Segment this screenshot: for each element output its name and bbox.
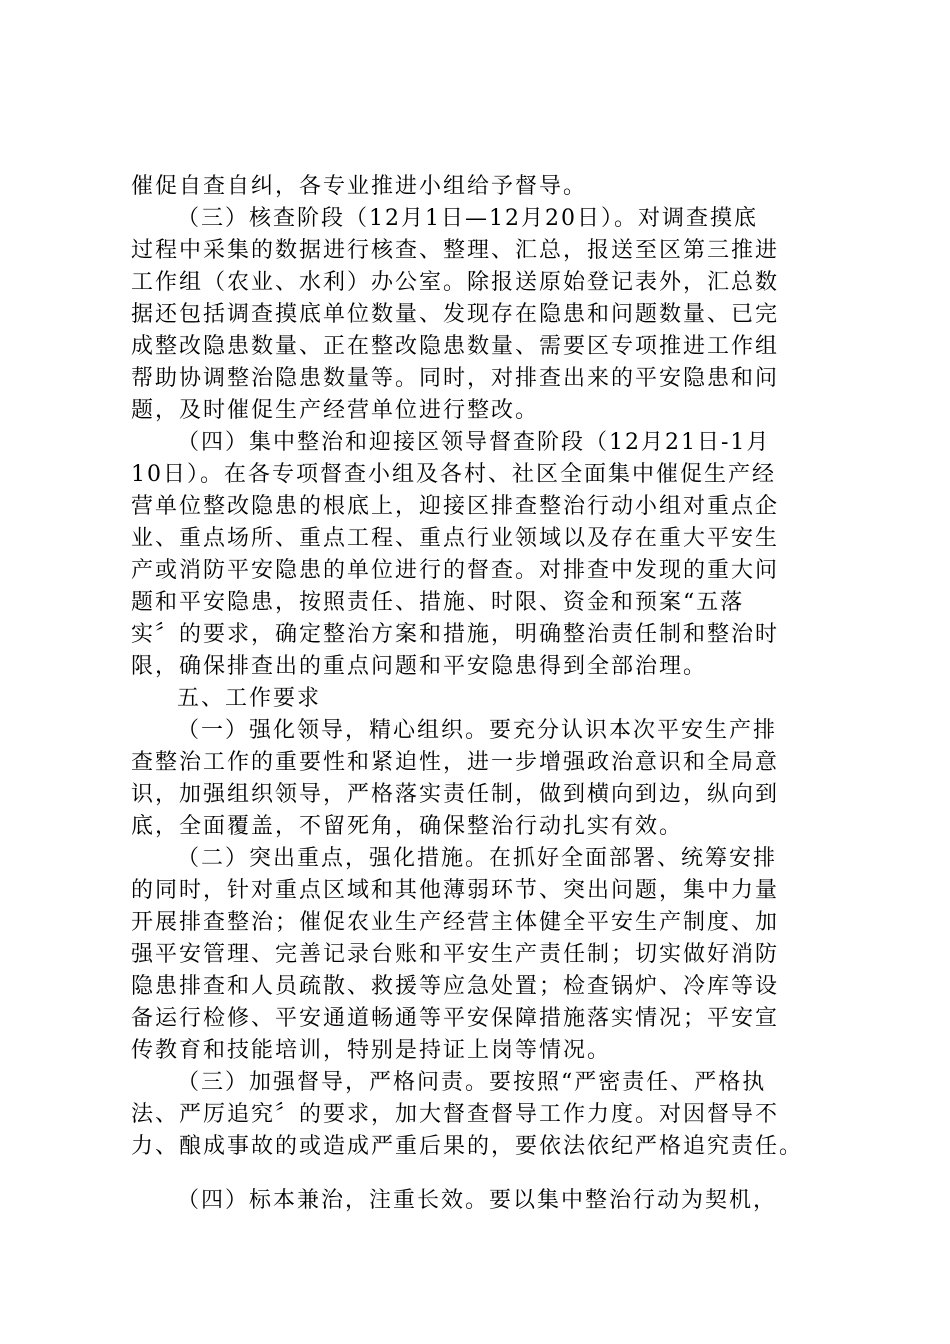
text-line: 传教育和技能培训，特别是持证上岗等情况。 (131, 1038, 612, 1063)
text-line: （一）强化领导，精心组织。要充分认识本次平安生产排 (177, 718, 778, 743)
text-line: 过程中采集的数据进行核查、整理、汇总，报送至区第三推进 (131, 238, 780, 263)
text-line: （三）加强督导，严格问责。要按照“严密责任、严格执 (177, 1070, 767, 1095)
text-line: （三）核查阶段（12月1日—12月20日）。对调查摸底 (177, 206, 758, 231)
text-line: 法、严厉追究〞的要求，加大督查督导工作力度。对因督导不 (131, 1102, 780, 1127)
text-line: 力、酿成事故的或造成严重后果的，要依法依纪严格追究责任。 (131, 1134, 804, 1159)
section-heading: 五、工作要求 (177, 686, 322, 711)
text-line: 查整治工作的重要性和紧迫性，进一步增强政治意识和全局意 (131, 750, 780, 775)
text-line: 实〞的要求，确定整治方案和措施，明确整治责任制和整治时 (131, 622, 780, 647)
text-line: 题和平安隐患，按照责任、措施、时限、资金和预案“五落 (131, 590, 745, 615)
text-line: 备运行检修、平安通道畅通等平安保障措施落实情况；平安宣 (131, 1006, 780, 1031)
text-line: 的同时，针对重点区域和其他薄弱环节、突出问题，集中力量 (131, 878, 780, 903)
text-line: 营单位整改隐患的根底上，迎接区排查整治行动小组对重点企 (131, 494, 780, 519)
text-line: （四）标本兼治，注重长效。要以集中整治行动为契机， (177, 1188, 778, 1213)
text-line: 识，加强组织领导，严格落实责任制，做到横向到边，纵向到 (131, 782, 780, 807)
text-line: 业、重点场所、重点工程、重点行业领域以及存在重大平安生 (131, 526, 780, 551)
text-line: 产或消防平安隐患的单位进行的督查。对排查中发现的重大问 (131, 558, 780, 583)
text-line: 10日）。在各专项督查小组及各村、社区全面集中催促生产经 (131, 462, 776, 487)
text-line: （二）突出重点，强化措施。在抓好全面部署、统筹安排 (177, 846, 778, 871)
text-line: 成整改隐患数量、正在整改隐患数量、需要区专项推进工作组 (131, 334, 780, 359)
text-line: 催促自查自纠，各专业推进小组给予督导。 (131, 174, 588, 199)
text-line: 据还包括调查摸底单位数量、发现存在隐患和问题数量、已完 (131, 302, 780, 327)
text-line: 底，全面覆盖，不留死角，确保整治行动扎实有效。 (131, 814, 684, 839)
text-line: 开展排查整治；催促农业生产经营主体健全平安生产制度、加 (131, 910, 780, 935)
text-line: 工作组（农业、水利）办公室。除报送原始登记表外，汇总数 (131, 270, 780, 295)
text-line: 帮助协调整治隐患数量等。同时，对排查出来的平安隐患和问 (131, 366, 780, 391)
text-line: 强平安管理、完善记录台账和平安生产责任制；切实做好消防 (131, 942, 780, 967)
text-line: 隐患排查和人员疏散、救援等应急处置；检查锅炉、冷库等设 (131, 974, 780, 999)
text-line: （四）集中整治和迎接区领导督查阶段（12月21日-1月 (177, 430, 771, 455)
text-line: 限，确保排查出的重点问题和平安隐患得到全部治理。 (131, 654, 708, 679)
text-line: 题，及时催促生产经营单位进行整改。 (131, 398, 540, 423)
